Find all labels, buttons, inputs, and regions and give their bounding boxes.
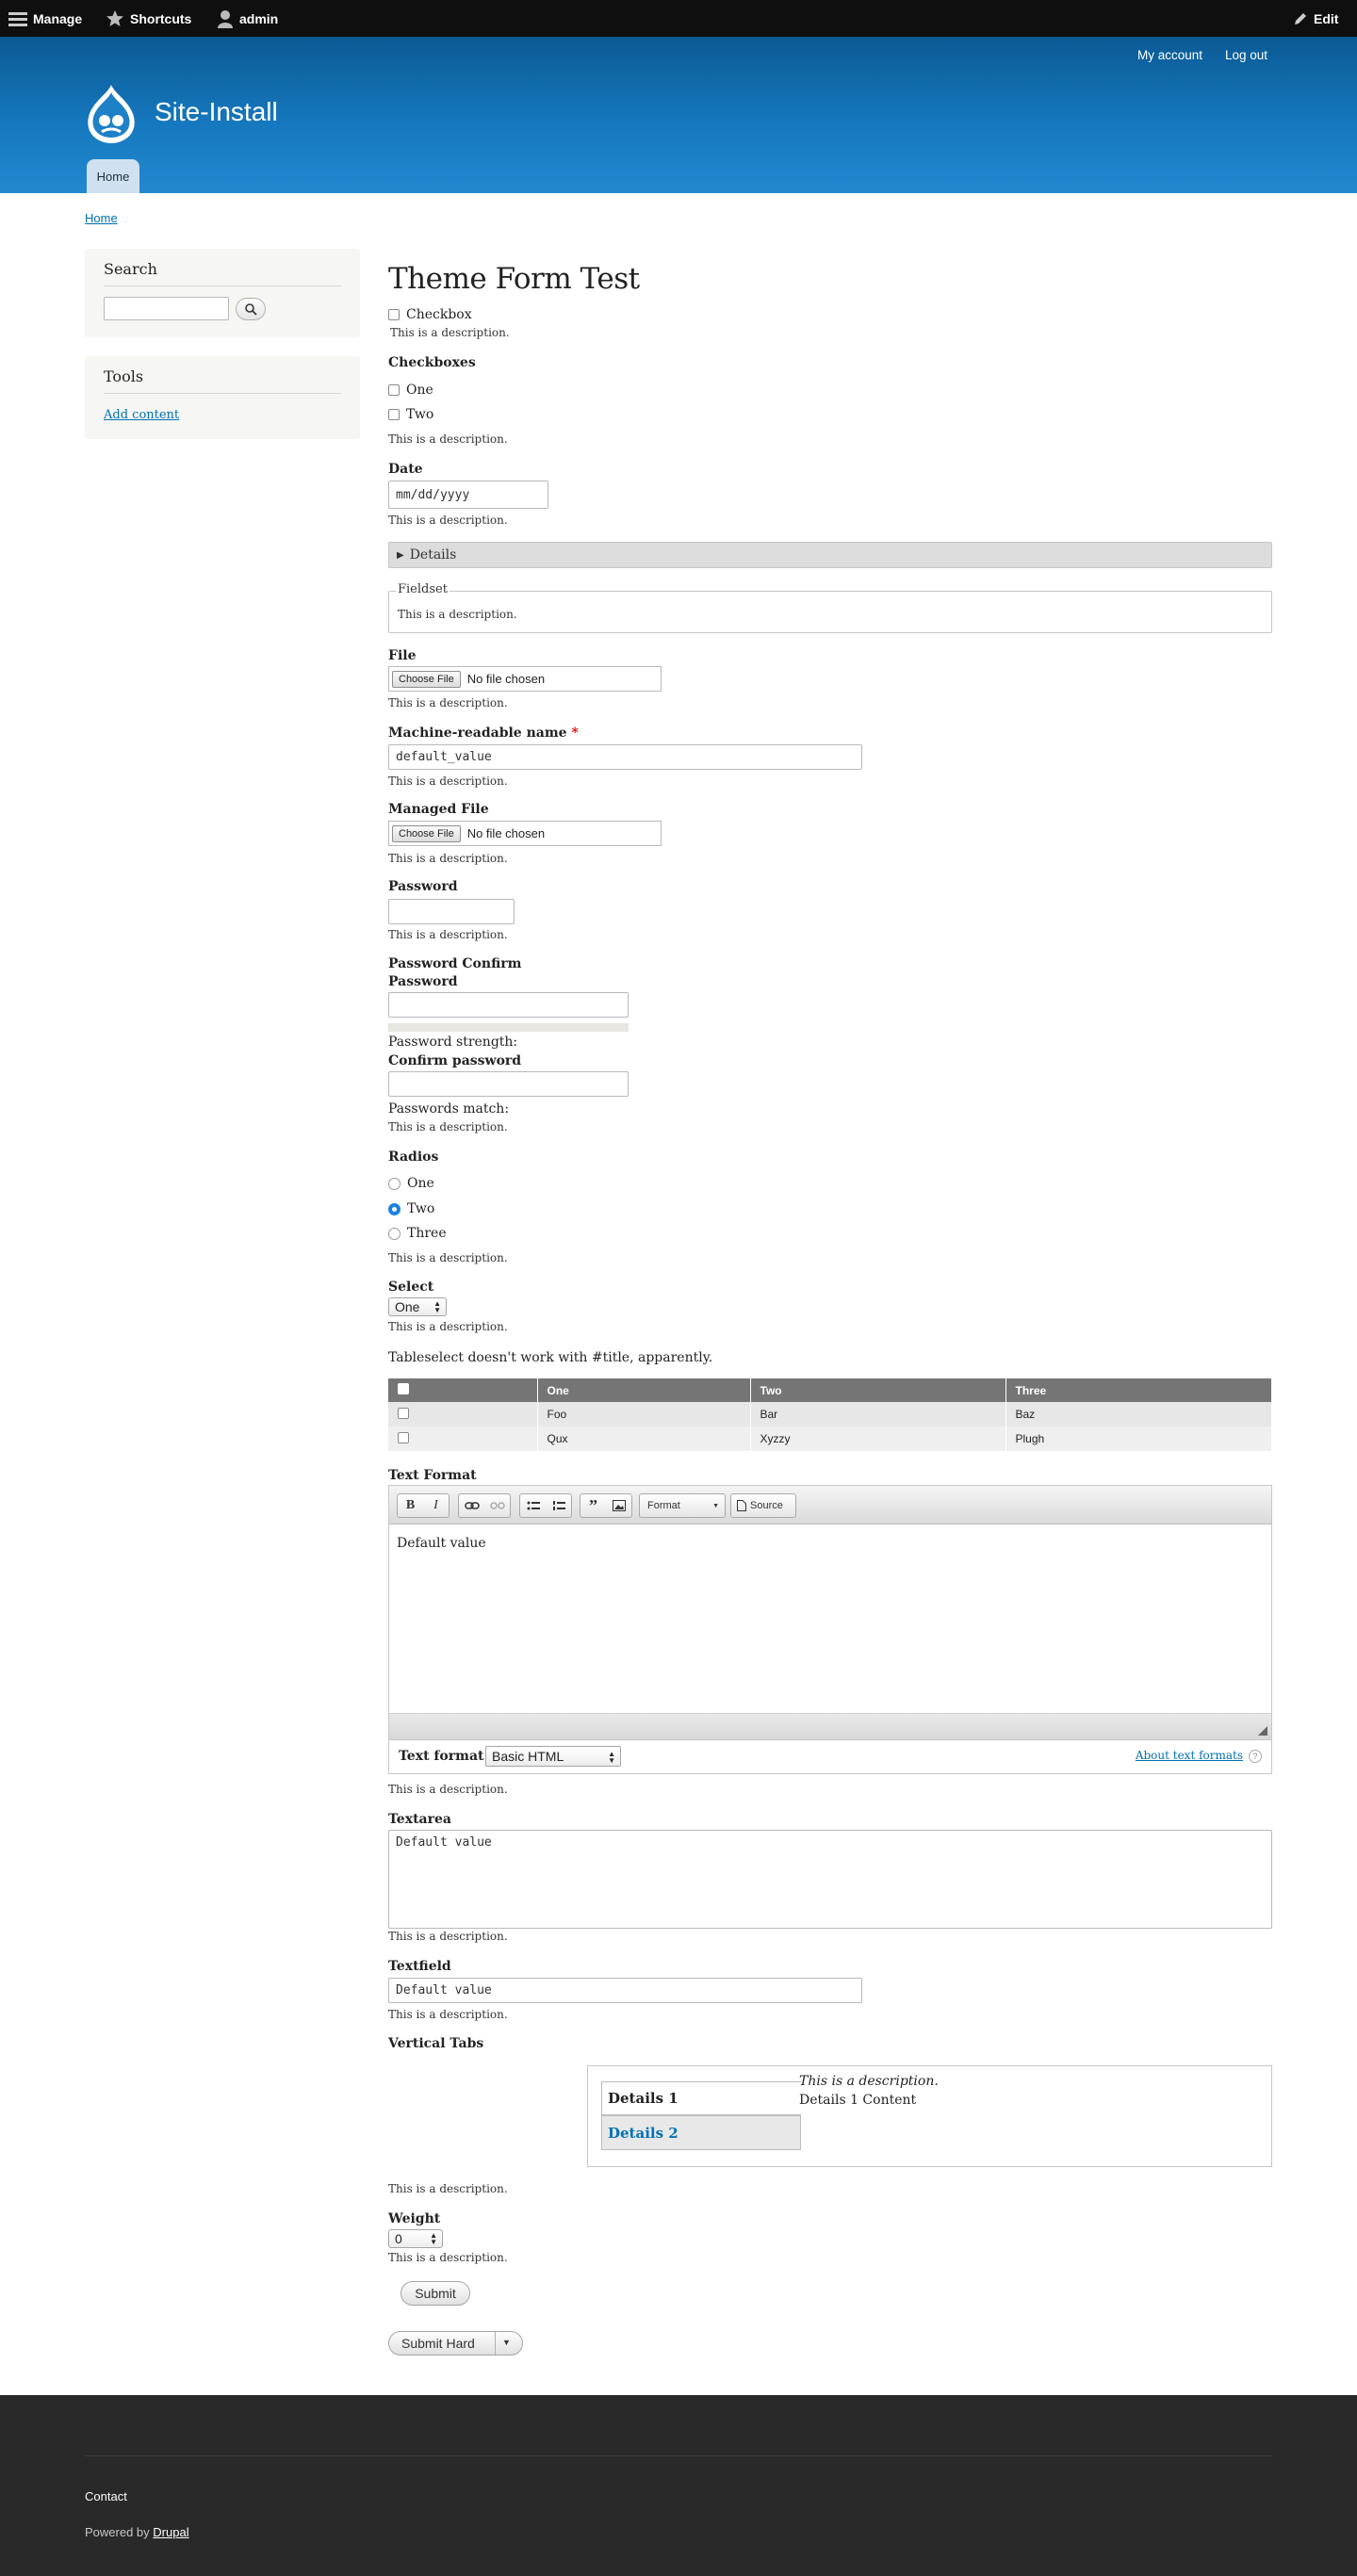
resize-grip-icon[interactable] xyxy=(1258,1726,1267,1736)
radio-button[interactable] xyxy=(388,1178,401,1190)
tools-block-title: Tools xyxy=(104,356,341,394)
vertical-tab-pane-content: Details 1 Content xyxy=(799,2093,917,2108)
drupal-link[interactable]: Drupal xyxy=(153,2525,189,2539)
vertical-tab-pane-description: This is a description. xyxy=(799,2074,939,2089)
pencil-icon xyxy=(1293,11,1308,26)
search-block xyxy=(85,249,360,337)
my-account-link[interactable]: My account xyxy=(1137,48,1203,62)
breadcrumb-home[interactable]: Home xyxy=(85,211,118,225)
description: This is a description. xyxy=(388,1120,508,1133)
password-confirm-label: Password Confirm xyxy=(388,956,522,971)
dropbutton-divider xyxy=(495,2332,496,2355)
submit-hard-label: Submit Hard xyxy=(401,2336,475,2351)
up-down-arrows-icon: ▲ ▼ xyxy=(433,1299,441,1314)
table-cell: Qux xyxy=(537,1427,750,1451)
powered-by-text: Powered by xyxy=(85,2525,150,2539)
user-tab[interactable] xyxy=(217,0,278,37)
table-row[interactable] xyxy=(388,1402,1272,1427)
checkbox[interactable] xyxy=(388,309,400,320)
bulleted-list-button[interactable] xyxy=(520,1494,546,1517)
textfield-input[interactable]: Default value xyxy=(388,1978,862,2003)
required-marker: * xyxy=(571,726,579,741)
file-label: File xyxy=(388,648,417,663)
vertical-tab-details-2[interactable]: Details 2 xyxy=(601,2115,801,2150)
text-format-select[interactable] xyxy=(485,1746,621,1767)
weight-select[interactable] xyxy=(388,2229,443,2248)
fieldset-legend: Fieldset xyxy=(398,582,448,596)
text-format-wrapper xyxy=(388,1739,1272,1774)
table-cell: Bar xyxy=(750,1402,1005,1427)
format-dropdown-label: Format xyxy=(647,1500,680,1511)
radio-option-one[interactable] xyxy=(388,1176,434,1191)
about-text-formats-link[interactable]: About text formats xyxy=(1135,1749,1243,1762)
edit-label: Edit xyxy=(1314,10,1339,26)
radio-button-selected[interactable] xyxy=(388,1203,401,1215)
search-block-title: Search xyxy=(104,249,341,286)
textarea-label: Textarea xyxy=(388,1812,451,1827)
password-strength-label: Password strength: xyxy=(388,1035,518,1050)
password-input[interactable] xyxy=(388,899,515,924)
description: This is a description. xyxy=(388,2008,508,2021)
up-down-arrows-icon: ▲ ▼ xyxy=(608,1750,615,1765)
description: This is a description. xyxy=(388,432,508,446)
user-icon xyxy=(217,9,234,28)
option-label: One xyxy=(406,383,433,398)
document-icon xyxy=(737,1500,746,1511)
description: This is a description. xyxy=(390,326,510,339)
description: This is a description. xyxy=(388,514,508,527)
shortcuts-tab[interactable] xyxy=(106,0,191,37)
hamburger-icon xyxy=(8,10,27,27)
file-input[interactable] xyxy=(388,666,662,692)
machine-name-label xyxy=(388,726,579,741)
table-cell: Baz xyxy=(1005,1402,1272,1427)
link-button[interactable] xyxy=(459,1494,484,1517)
basic-styles-group xyxy=(397,1493,450,1518)
textfield-label: Textfield xyxy=(388,1959,451,1974)
editor-toolbar xyxy=(389,1486,1271,1524)
option-label: Three xyxy=(407,1226,447,1241)
description: This is a description. xyxy=(388,774,508,788)
radio-button[interactable] xyxy=(388,1228,401,1240)
help-icon[interactable]: ? xyxy=(1249,1750,1262,1763)
row-checkbox-cell[interactable] xyxy=(388,1402,537,1427)
description: This is a description. xyxy=(388,1251,508,1264)
details-summary-label: Details xyxy=(409,547,457,562)
numbered-list-icon xyxy=(552,1500,565,1511)
table-row[interactable] xyxy=(388,1427,1272,1451)
checkbox[interactable] xyxy=(388,384,400,396)
password-sub-label: Password xyxy=(388,974,458,989)
search-input[interactable] xyxy=(104,297,229,320)
column-header: Three xyxy=(1005,1378,1272,1402)
edit-tab[interactable] xyxy=(1293,0,1338,37)
numbered-list-button[interactable] xyxy=(546,1494,571,1517)
site-footer xyxy=(0,2395,1357,2576)
machine-name-label-text: Machine-readable name xyxy=(388,726,567,741)
select-label: Select xyxy=(388,1280,434,1295)
checkboxes-option-two[interactable] xyxy=(388,407,433,422)
description: This is a description. xyxy=(388,852,508,865)
dropbutton-toggle-icon[interactable]: ▼ xyxy=(502,2338,511,2347)
source-label: Source xyxy=(750,1500,783,1511)
link-group xyxy=(458,1493,511,1518)
table-header-row xyxy=(388,1378,1272,1402)
option-label: Two xyxy=(407,1201,435,1216)
tools-block xyxy=(85,356,360,439)
text-format-select-label: Text format xyxy=(399,1749,484,1764)
machine-name-input[interactable]: default_value xyxy=(388,744,862,770)
drupal-logo[interactable] xyxy=(83,83,139,145)
weight-value: 0 xyxy=(395,2231,402,2246)
search-icon xyxy=(244,302,257,316)
table-cell: Foo xyxy=(537,1402,750,1427)
checkboxes-label: Checkboxes xyxy=(388,355,476,370)
checkbox-label: Checkbox xyxy=(406,307,472,322)
file-status: No file chosen xyxy=(466,672,546,686)
text-format-select-value: Basic HTML xyxy=(492,1749,564,1764)
radios-label: Radios xyxy=(388,1149,439,1165)
image-icon xyxy=(613,1500,626,1511)
format-dropdown[interactable] xyxy=(639,1493,726,1518)
bold-button[interactable]: B xyxy=(405,1498,416,1512)
row-checkbox[interactable] xyxy=(398,1408,409,1419)
choose-file-button[interactable]: Choose File xyxy=(392,825,461,842)
link-icon xyxy=(465,1501,480,1510)
italic-button[interactable]: I xyxy=(433,1498,438,1512)
date-label: Date xyxy=(388,462,423,477)
bulleted-list-icon xyxy=(527,1500,540,1511)
shortcuts-label: Shortcuts xyxy=(130,10,192,26)
unlink-button[interactable] xyxy=(484,1494,510,1517)
password-field[interactable] xyxy=(388,992,629,1018)
option-label: One xyxy=(407,1176,434,1191)
unlink-icon xyxy=(490,1501,505,1510)
managed-file-input[interactable] xyxy=(388,821,662,846)
vertical-tabs-label: Vertical Tabs xyxy=(388,2036,484,2051)
managed-file-label: Managed File xyxy=(388,802,489,817)
quote-icon: ” xyxy=(589,1495,597,1515)
password-label: Password xyxy=(388,879,458,894)
caret-down-icon: ▼ xyxy=(712,1502,719,1509)
option-label: Two xyxy=(406,407,434,422)
description: This is a description. xyxy=(388,928,508,941)
primary-tab-home[interactable]: Home xyxy=(87,159,139,193)
description: This is a description. xyxy=(398,608,517,621)
description: This is a description. xyxy=(388,2182,508,2195)
fieldset xyxy=(388,591,1272,633)
radio-option-three[interactable] xyxy=(388,1226,447,1241)
contact-link[interactable]: Contact xyxy=(85,2489,127,2503)
radio-option-two[interactable] xyxy=(388,1201,434,1216)
list-group xyxy=(519,1493,572,1518)
confirm-password-field[interactable] xyxy=(388,1071,629,1097)
tableselect-table xyxy=(388,1378,1272,1451)
submit-button[interactable]: Submit xyxy=(401,2281,470,2306)
textarea[interactable]: Default value xyxy=(388,1830,1272,1929)
description: This is a description. xyxy=(388,1783,508,1796)
select-all-header[interactable] xyxy=(388,1378,537,1402)
details-summary[interactable] xyxy=(388,542,1272,568)
confirm-password-label: Confirm password xyxy=(388,1053,522,1068)
triangle-right-icon: ▶ xyxy=(397,549,404,561)
date-input[interactable]: mm/dd/yyyy xyxy=(388,481,548,509)
manage-label: Manage xyxy=(33,10,83,26)
text-format-label: Text Format xyxy=(388,1468,477,1483)
select-all-checkbox[interactable] xyxy=(398,1383,409,1394)
passwords-match-label: Passwords match: xyxy=(388,1101,510,1117)
description: This is a description. xyxy=(388,2251,508,2264)
editor-footer xyxy=(389,1713,1271,1739)
column-header: Two xyxy=(750,1378,1005,1402)
rich-text-editor xyxy=(388,1485,1272,1740)
table-cell: Plugh xyxy=(1005,1427,1272,1451)
file-status: No file chosen xyxy=(466,826,546,840)
choose-file-button[interactable]: Choose File xyxy=(392,671,461,688)
block-group xyxy=(580,1493,632,1518)
image-button[interactable] xyxy=(606,1494,631,1517)
logout-link[interactable]: Log out xyxy=(1225,48,1268,62)
weight-label: Weight xyxy=(388,2211,441,2226)
description: This is a description. xyxy=(388,1320,508,1333)
tableselect-note: Tableselect doesn't work with #title, apparently. xyxy=(388,1350,713,1365)
add-content-link[interactable]: Add content xyxy=(104,408,180,422)
user-label: admin xyxy=(239,10,279,26)
select-value: One xyxy=(395,1299,420,1314)
page-title: Theme Form Test xyxy=(388,262,640,296)
description: This is a description. xyxy=(388,696,508,709)
manage-tab[interactable] xyxy=(8,0,82,37)
editor-content[interactable]: Default value xyxy=(389,1524,1271,1713)
password-strength-bar xyxy=(388,1023,629,1032)
select-dropdown[interactable] xyxy=(388,1297,447,1316)
row-checkbox[interactable] xyxy=(398,1432,409,1443)
source-button[interactable] xyxy=(730,1493,796,1518)
column-header: One xyxy=(537,1378,750,1402)
checkboxes-option-one[interactable] xyxy=(388,383,433,398)
powered-by xyxy=(85,2525,189,2539)
blockquote-button[interactable] xyxy=(580,1494,606,1517)
submit-hard-button[interactable] xyxy=(388,2331,523,2356)
site-name[interactable]: Site-Install xyxy=(155,97,278,126)
site-header xyxy=(0,37,1357,193)
checkbox[interactable] xyxy=(388,409,400,420)
vertical-tab-details-1[interactable]: Details 1 xyxy=(601,2081,801,2115)
search-button[interactable] xyxy=(236,298,266,320)
up-down-arrows-icon: ▲ ▼ xyxy=(430,2231,437,2246)
row-checkbox-cell[interactable] xyxy=(388,1427,537,1451)
description: This is a description. xyxy=(388,1930,508,1943)
table-cell: Xyzzy xyxy=(750,1427,1005,1451)
checkbox-item[interactable] xyxy=(388,307,472,322)
footer-divider xyxy=(85,2455,1272,2456)
star-icon xyxy=(106,9,124,28)
